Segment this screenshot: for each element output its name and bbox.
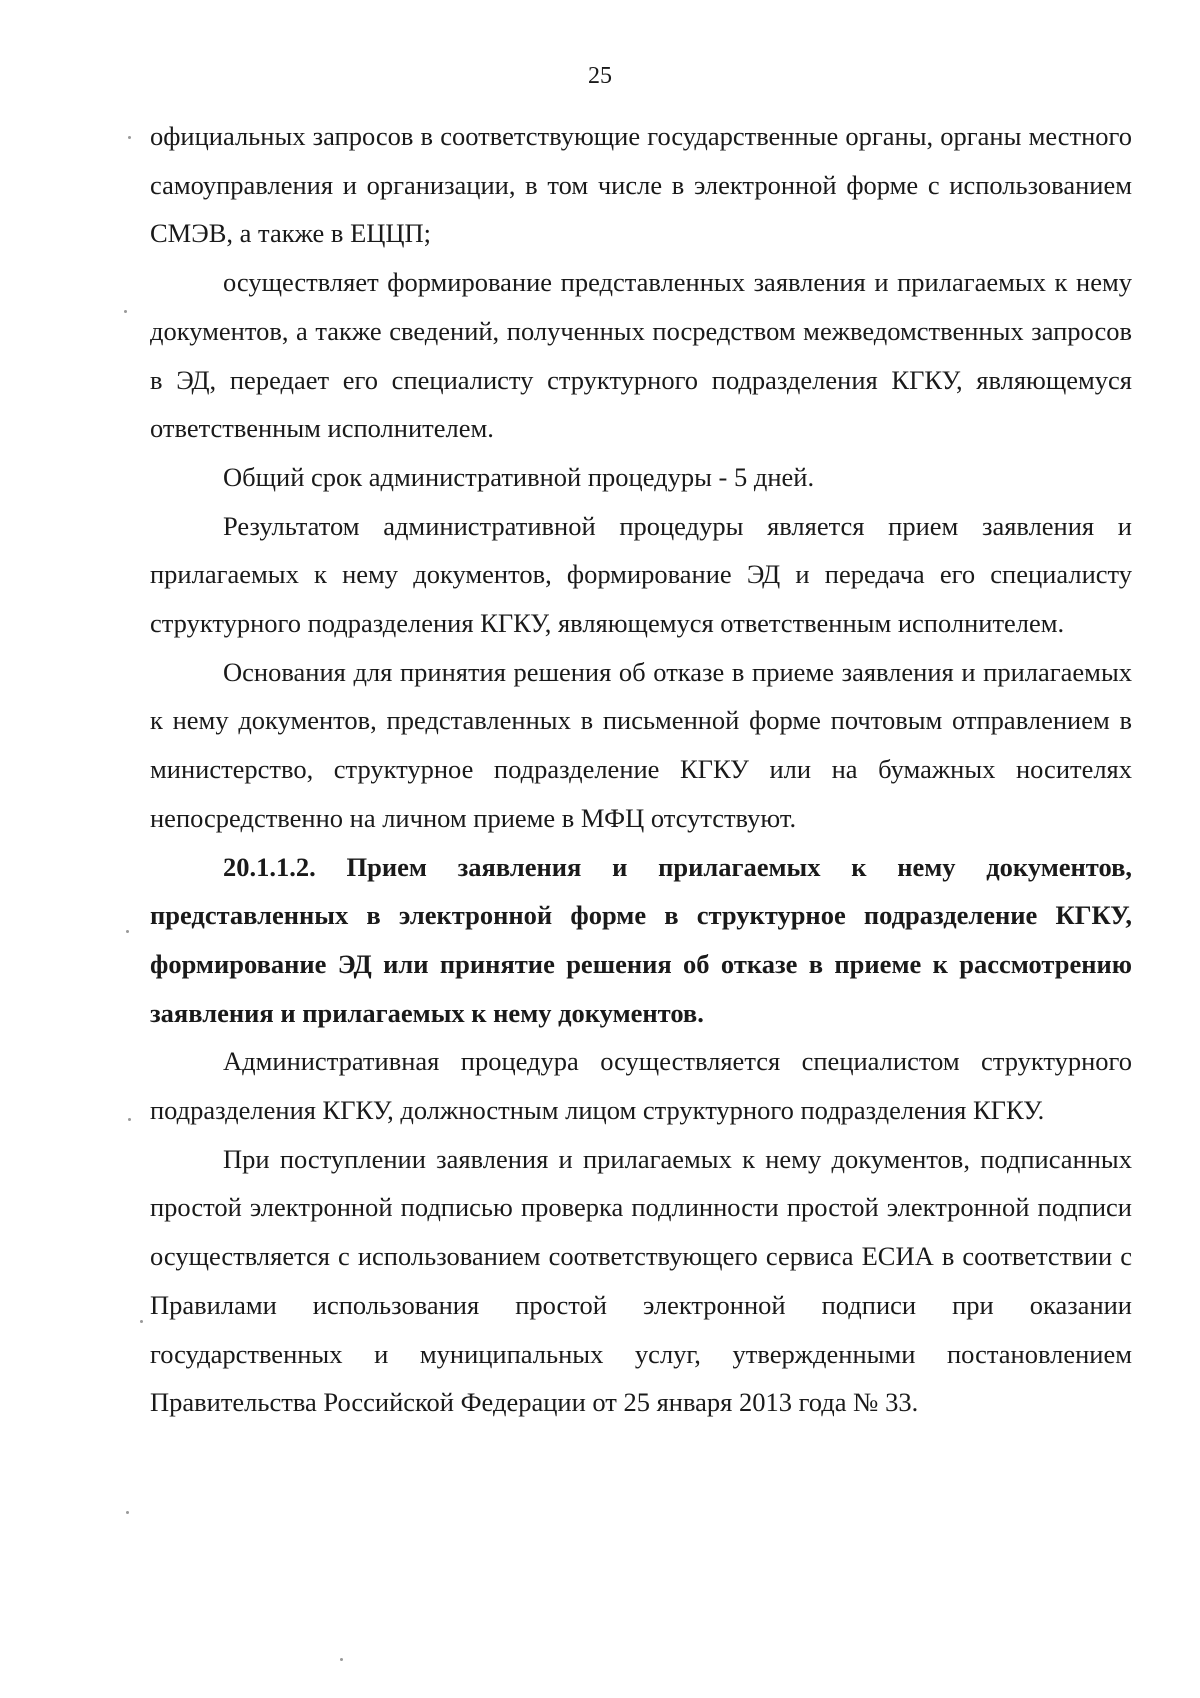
paragraph-total-term: Общий срок административной процедуры - 5 дней. — [223, 461, 815, 492]
paragraph-result: Результатом административной процедуры является прием заявления и прилагаемых к нему документов, формирование ЭД и передача его специалисту структурного подразделения КГКУ, являющемуся ответственным исполнителем. — [150, 510, 1132, 639]
paragraph-formation: осуществляет формирование представленных заявления и прилагаемых к нему документов, а также сведений, полученных посредством межведомственных запросов в ЭД, передает его специалисту структурного подразделения КГКУ, являющемуся ответственным исполнителем. — [150, 267, 1132, 444]
scan-speck — [124, 310, 127, 313]
section-number: 20.1.1.2. — [223, 851, 316, 882]
paragraph-refusal-grounds: Основания для принятия решения об отказе в приеме заявления и прилагаемых к нему документов, представленных в письменной форме почтовым отправлением в министерство, структурное подразделение КГКУ или на бумажных носителях непосредственно на личном приеме в МФЦ отсутствуют. — [150, 656, 1132, 833]
paragraph-procedure-performer: Административная процедура осуществляется специалистом структурного подразделения КГКУ, должностным лицом структурного подразделения КГКУ. — [150, 1046, 1132, 1126]
scan-speck — [126, 1511, 129, 1514]
document-body — [150, 112, 1132, 1427]
paragraph-continuation: официальных запросов в соответствующие государственные органы, органы местного самоуправления и организации, в том числе в электронной форме с использованием СМЭВ, а также в ЕЦЦП; — [150, 121, 1132, 249]
page-number: 25 — [588, 63, 612, 89]
paragraph-signature-check: При поступлении заявления и прилагаемых к нему документов, подписанных простой электронной подписью проверка подлинности простой электронной подписи осуществляется с использованием соответствующего сервиса ЕСИА в соответствии с Правилами использования простой электронной подписи при оказании государственных и муниципальных услуг, утвержденными постановлением Правительства Российской Федерации от 25 января 2013 года № 33. — [150, 1143, 1132, 1418]
scan-speck — [126, 930, 129, 933]
scan-speck — [128, 1118, 131, 1121]
scan-speck — [140, 1320, 143, 1323]
section-heading-text: Прием заявления и прилагаемых к нему документов, представленных в электронной форме в структурное подразделение КГКУ, формирование ЭД или принятие решения об отказе в приеме к рассмотрению заявления и прилагаемых к нему документов. — [150, 851, 1133, 1028]
scan-speck — [340, 1658, 343, 1661]
section-heading — [150, 843, 1132, 1038]
scan-speck — [128, 136, 131, 139]
